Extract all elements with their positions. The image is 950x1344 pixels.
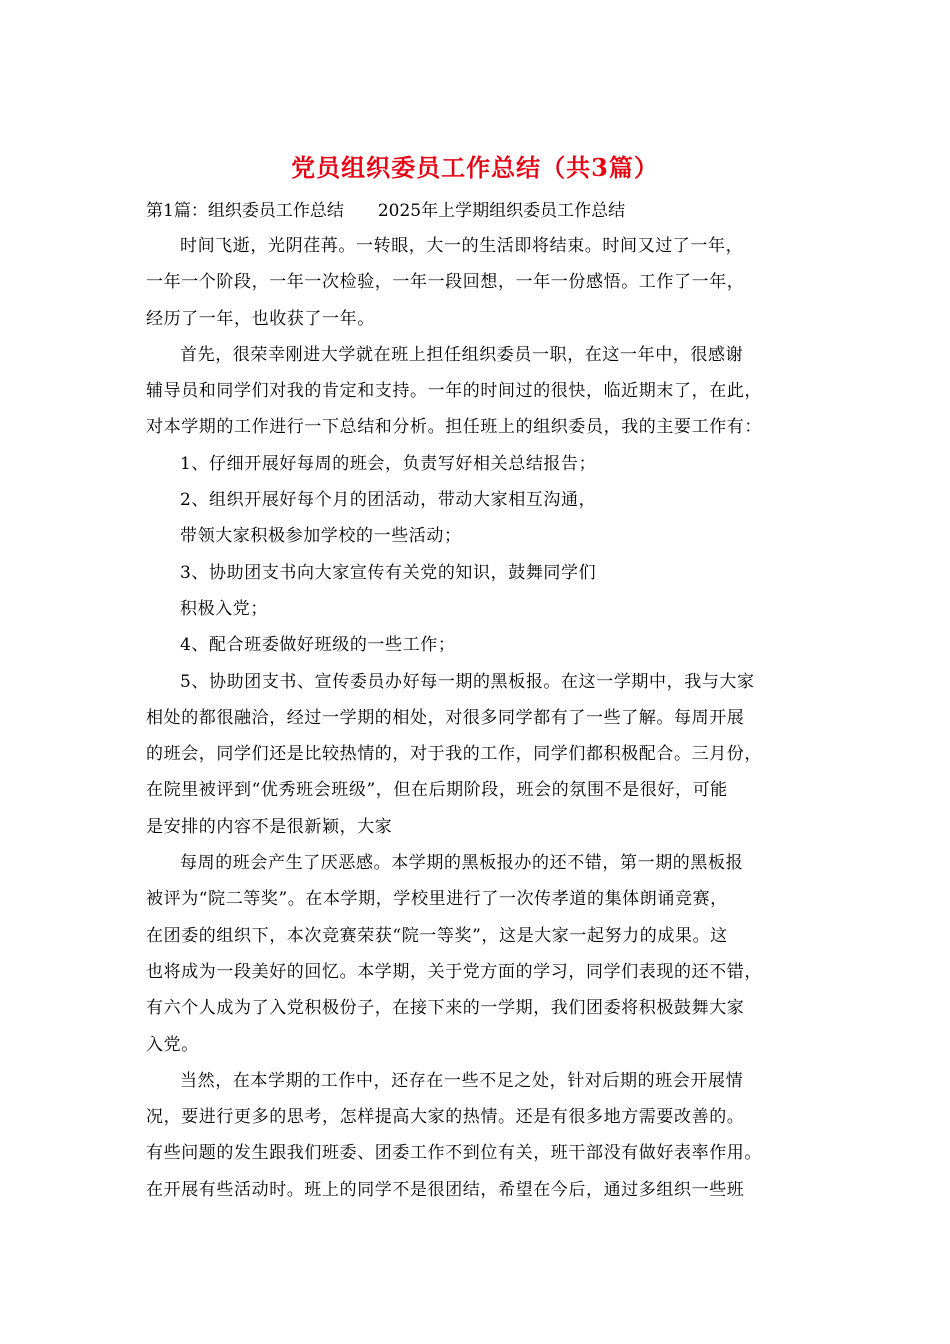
paragraph-line: 每周的班会产生了厌恶感。本学期的黑板报办的还不错，第一期的黑板报: [180, 853, 744, 874]
paragraph-line: 带领大家积极参加学校的一些活动；: [180, 526, 462, 547]
paragraph-line: 被评为“院二等奖”。在本学期，学校里进行了一次传孝道的集体朗诵竞赛，: [146, 889, 728, 910]
paragraph-line: 辅导员和同学们对我的肯定和支持。一年的时间过的很快，临近期末了，在此，: [146, 381, 762, 402]
paragraph-line: 在院里被评到“优秀班会班级”，但在后期阶段，班会的氛围不是很好，可能: [146, 780, 728, 801]
paragraph-line: 也将成为一段美好的回忆。本学期，关于党方面的学习，同学们表现的还不错，: [146, 961, 762, 982]
paragraph-line: 2、组织开展好每个月的团活动，带动大家相互沟通，: [180, 490, 597, 511]
document-subtitle: 第1篇：组织委员工作总结 2025年上学期组织委员工作总结: [146, 201, 626, 221]
paragraph-line: 1、仔细开展好每周的班会，负责写好相关总结报告；: [180, 453, 597, 474]
paragraph-line: 3、协助团支书向大家宣传有关党的知识，鼓舞同学们: [180, 562, 597, 583]
paragraph-line: 有六个人成为了入党积极份子，在接下来的一学期，我们团委将积极鼓舞大家: [146, 998, 745, 1019]
paragraph-line: 4、配合班委做好班级的一些工作；: [180, 635, 456, 656]
paragraph-line: 在团委的组织下，本次竞赛荣获“院一等奖”，这是大家一起努力的成果。这: [146, 925, 728, 946]
paragraph-line: 5、协助团支书、宣传委员办好每一期的黑板报。在这一学期中，我与大家: [180, 671, 755, 692]
paragraph-line: 相处的都很融洽，经过一学期的相处，对很多同学都有了一些了解。每周开展: [146, 707, 745, 728]
paragraph-line: 对本学期的工作进行一下总结和分析。担任班上的组织委员，我的主要工作有：: [146, 417, 762, 438]
document-body: [146, 228, 808, 1208]
paragraph-line: 在开展有些活动时。班上的同学不是很团结，希望在今后，通过多组织一些班: [146, 1179, 745, 1200]
paragraph-line: 的班会，同学们还是比较热情的，对于我的工作，同学们都积极配合。三月份，: [146, 744, 762, 765]
paragraph-line: 经历了一年，也收获了一年。: [146, 308, 375, 329]
paragraph-line: 时间飞逝，光阴荏苒。一转眼，大一的生活即将结束。时间又过了一年，: [180, 236, 744, 256]
paragraph-line: 入党。: [146, 1034, 199, 1055]
paragraph-line: 一年一个阶段，一年一次检验，一年一段回想，一年一份感悟。工作了一年，: [146, 272, 745, 293]
paragraph-line: 当然，在本学期的工作中，还存在一些不足之处，针对后期的班会开展情: [180, 1070, 744, 1091]
paragraph-line: 况，要进行更多的思考，怎样提高大家的热情。还是有很多地方需要改善的。: [146, 1107, 745, 1128]
paragraph-line: 积极入党；: [180, 598, 268, 619]
paragraph-line: 首先，很荣幸刚进大学就在班上担任组织委员一职，在这一年中，很感谢: [180, 344, 744, 365]
document-title: 党员组织委员工作总结（共3篇）: [291, 153, 659, 182]
paragraph-line: 是安排的内容不是很新颖，大家: [146, 816, 393, 837]
paragraph-line: 有些问题的发生跟我们班委、团委工作不到位有关，班干部没有做好表率作用。: [146, 1143, 762, 1164]
